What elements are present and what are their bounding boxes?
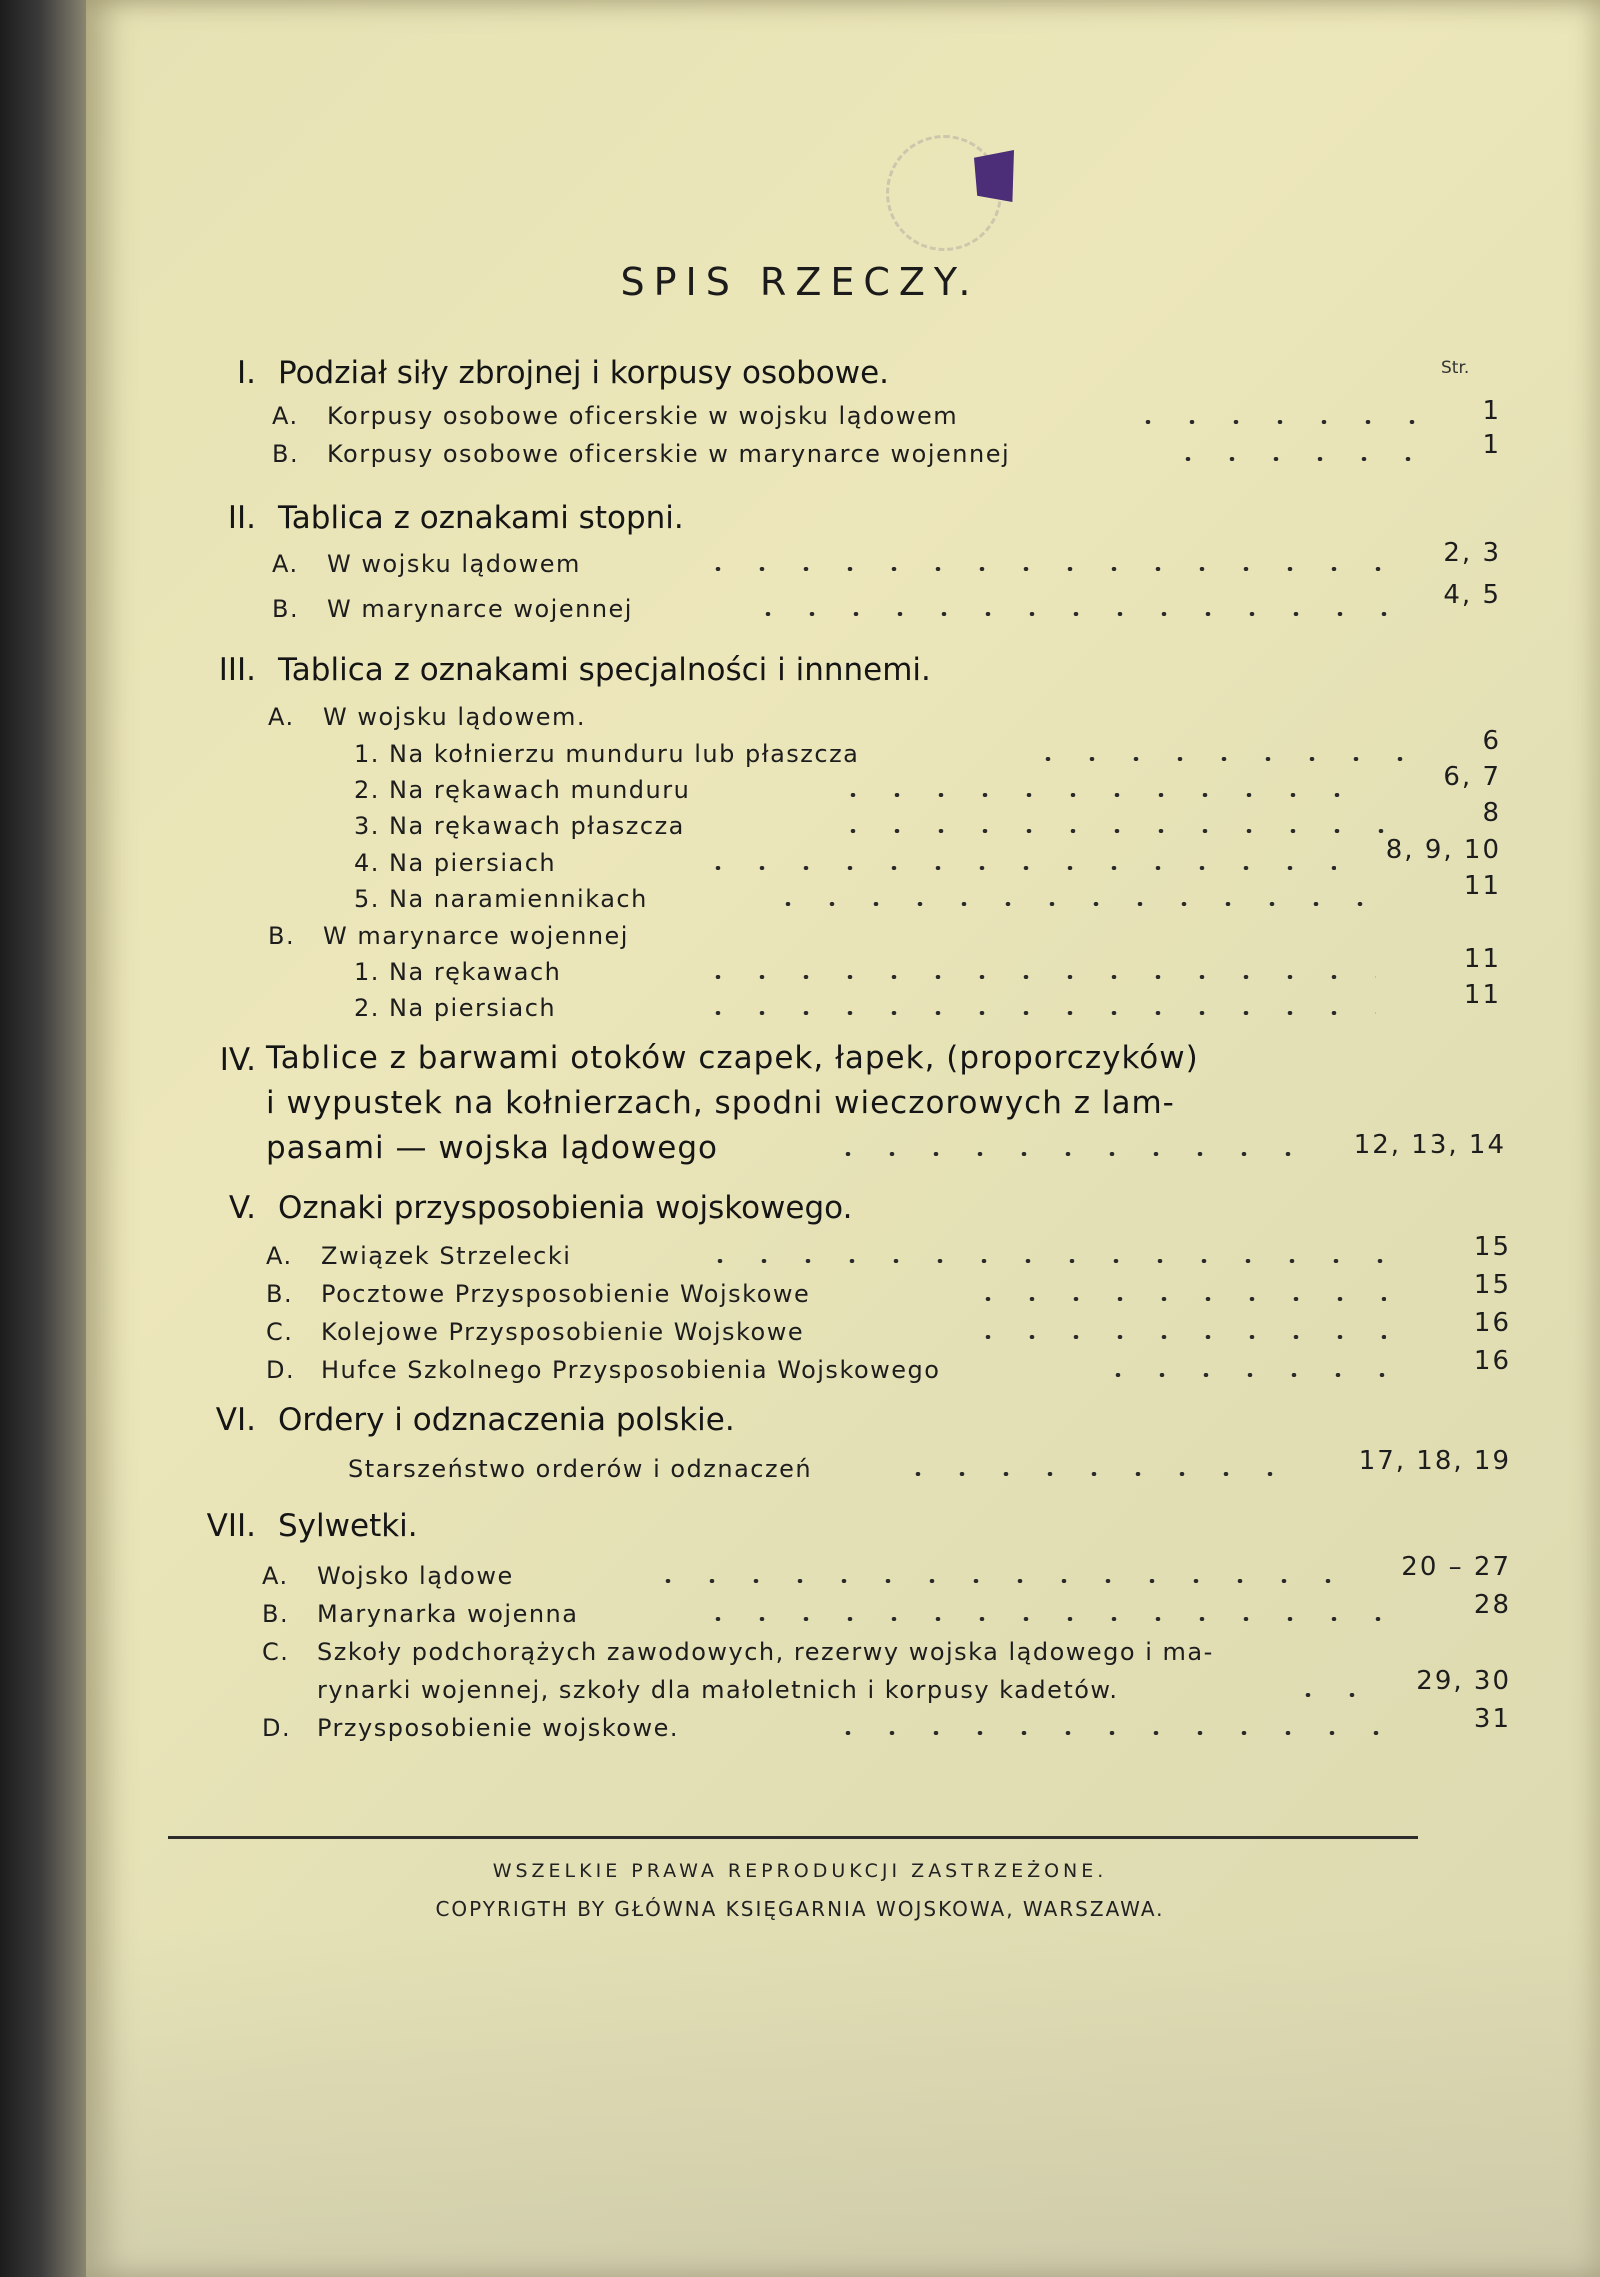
toc-item: [272, 402, 958, 430]
item-letter: A.: [272, 550, 299, 578]
toc-item: [262, 1714, 679, 1742]
item-letter: A.: [266, 1242, 293, 1270]
item-text: W marynarce wojennej: [327, 595, 633, 623]
item-letter: B.: [272, 595, 300, 623]
page-number: 12, 13, 14: [1353, 1130, 1506, 1160]
page-number: 1: [1482, 430, 1501, 460]
toc-subitem: [354, 849, 556, 877]
dot-leader: [696, 1011, 1376, 1015]
dot-leader: [698, 1259, 1388, 1263]
item-letter: B.: [268, 922, 296, 950]
section-title: Podział siły zbrojnej i korpusy osobowe.: [278, 355, 890, 391]
dot-leader: [1026, 757, 1406, 761]
toc-item: [266, 1242, 571, 1270]
section-title: Oznaki przysposobienia wojskowego.: [278, 1190, 853, 1226]
item-letter: C.: [266, 1318, 294, 1346]
dot-leader: [826, 1152, 1316, 1156]
section-title: Sylwetki.: [278, 1508, 418, 1544]
dot-leader: [696, 975, 1376, 979]
dot-leader: [831, 793, 1376, 797]
page-number: 6, 7: [1443, 762, 1501, 792]
item-text: Korpusy osobowe oficerskie w marynarce wojennej: [327, 440, 1011, 468]
toc-item: [272, 440, 1010, 468]
page-number: 8, 9, 10: [1385, 835, 1501, 865]
page-number: 17, 18, 19: [1358, 1446, 1511, 1476]
section-number: V.: [228, 1190, 256, 1226]
item-letter: A.: [262, 1562, 289, 1590]
toc-group-heading: [268, 703, 586, 731]
item-text: Starszeństwo orderów i odznaczeń: [348, 1455, 813, 1483]
section-number: IV.: [219, 1042, 256, 1078]
dot-leader: [766, 902, 1376, 906]
toc-subitem: [354, 812, 685, 840]
section-number: III.: [218, 652, 256, 688]
item-text: Kolejowe Przysposobienie Wojskowe: [321, 1318, 805, 1346]
dot-leader: [696, 567, 1396, 571]
dot-leader: [646, 1579, 1336, 1583]
toc-subitem: [354, 776, 690, 804]
page-number: 16: [1473, 1346, 1511, 1376]
ink-stamp-mark: [974, 150, 1014, 202]
item-text: 5. Na naramiennikach: [354, 885, 648, 913]
section-title: Tablica z oznakami specjalności i innnemi.: [278, 652, 931, 688]
section-title: Ordery i odznaczenia polskie.: [278, 1402, 735, 1438]
page-number: 2, 3: [1443, 538, 1501, 568]
toc-subitem: [354, 994, 556, 1022]
section-number: VII.: [206, 1508, 256, 1544]
dot-leader: [746, 612, 1396, 616]
item-text: 3. Na rękawach płaszcza: [354, 812, 685, 840]
item-text: 4. Na piersiach: [354, 849, 557, 877]
page-number: 31: [1473, 1704, 1511, 1734]
toc-item: [266, 1318, 804, 1346]
page-number: 11: [1463, 944, 1501, 974]
section-number: I.: [237, 355, 256, 391]
item-text: Przysposobienie wojskowe.: [317, 1714, 680, 1742]
toc-item: [262, 1638, 1214, 1666]
book-page: [86, 0, 1600, 2277]
item-text: 1. Na kołnierzu munduru lub płaszcza: [354, 740, 860, 768]
section-title-line: Tablice z barwami otoków czapek, łapek, (proporczyków): [266, 1040, 1199, 1076]
page-number: 15: [1473, 1270, 1511, 1300]
dot-leader: [696, 866, 1336, 870]
item-text: Pocztowe Przysposobienie Wojskowe: [321, 1280, 811, 1308]
toc-subitem: [354, 958, 561, 986]
toc-group-heading: [268, 922, 629, 950]
toc-subitem: [354, 885, 648, 913]
page-number: 16: [1473, 1308, 1511, 1338]
item-letter: A.: [268, 703, 295, 731]
page-number: 11: [1463, 871, 1501, 901]
page-title: SPIS RZECZY.: [620, 260, 980, 304]
item-text: rynarki wojennej, szkoły dla małoletnich i korpusy kadetów.: [317, 1676, 1119, 1704]
copyright-notice: WSZELKIE PRAWA REPRODUKCJI ZASTRZEŻONE.: [492, 1860, 1108, 1882]
section-title-line: pasami — wojska lądowego: [266, 1130, 719, 1166]
dot-leader: [896, 1472, 1296, 1476]
item-letter: B.: [272, 440, 300, 468]
page-number: 15: [1473, 1232, 1511, 1262]
item-text: 2. Na rękawach munduru: [354, 776, 691, 804]
toc-item: [262, 1562, 514, 1590]
toc-item: [272, 550, 581, 578]
toc-item: [262, 1600, 578, 1628]
section-title: Tablica z oznakami stopni.: [278, 500, 684, 536]
publisher-line: COPYRIGTH BY GŁÓWNA KSIĘGARNIA WOJSKOWA, WARSZAWA.: [435, 1897, 1165, 1921]
item-text: 1. Na rękawach: [354, 958, 562, 986]
page-number: 29, 30: [1416, 1666, 1511, 1696]
page-number: 20 – 27: [1401, 1552, 1511, 1582]
dot-leader: [831, 829, 1416, 833]
page-number: 28: [1473, 1590, 1511, 1620]
page-number: 11: [1463, 980, 1501, 1010]
toc-item: [272, 595, 633, 623]
page-number: 6: [1482, 726, 1501, 756]
item-text: Korpusy osobowe oficerskie w wojsku lądowem: [327, 402, 959, 430]
page-number: 4, 5: [1443, 580, 1501, 610]
item-text: W wojsku lądowem: [327, 550, 581, 578]
item-text: W wojsku lądowem.: [323, 703, 587, 731]
toc-item: [266, 1280, 810, 1308]
item-letter: D.: [266, 1356, 296, 1384]
item-letter: A.: [272, 402, 299, 430]
footer-rule: [168, 1836, 1418, 1839]
section-number: VI.: [215, 1402, 256, 1438]
item-letter: D.: [262, 1714, 292, 1742]
item-text: Hufce Szkolnego Przysposobienia Wojskowego: [321, 1356, 941, 1384]
toc-item: [348, 1455, 812, 1483]
item-text: Wojsko lądowe: [317, 1562, 514, 1590]
section-number: II.: [227, 500, 256, 536]
item-text: Związek Strzelecki: [321, 1242, 572, 1270]
item-letter: B.: [266, 1280, 294, 1308]
page-column-label: Str.: [1441, 358, 1470, 378]
toc-item-continuation: [317, 1676, 1118, 1704]
dot-leader: [696, 1617, 1386, 1621]
toc-subitem: [354, 740, 859, 768]
item-letter: B.: [262, 1600, 290, 1628]
page-number: 1: [1482, 396, 1501, 426]
item-text: W marynarce wojennej: [323, 922, 629, 950]
dot-leader: [826, 1731, 1386, 1735]
item-letter: C.: [262, 1638, 290, 1666]
item-text: Marynarka wojenna: [317, 1600, 579, 1628]
item-text: 2. Na piersiach: [354, 994, 557, 1022]
section-title-line: i wypustek na kołnierzach, spodni wieczorowych z lam-: [266, 1085, 1175, 1121]
item-text: Szkoły podchorążych zawodowych, rezerwy wojska lądowego i ma-: [317, 1638, 1214, 1666]
page-number: 8: [1482, 798, 1501, 828]
toc-item: [266, 1356, 940, 1384]
